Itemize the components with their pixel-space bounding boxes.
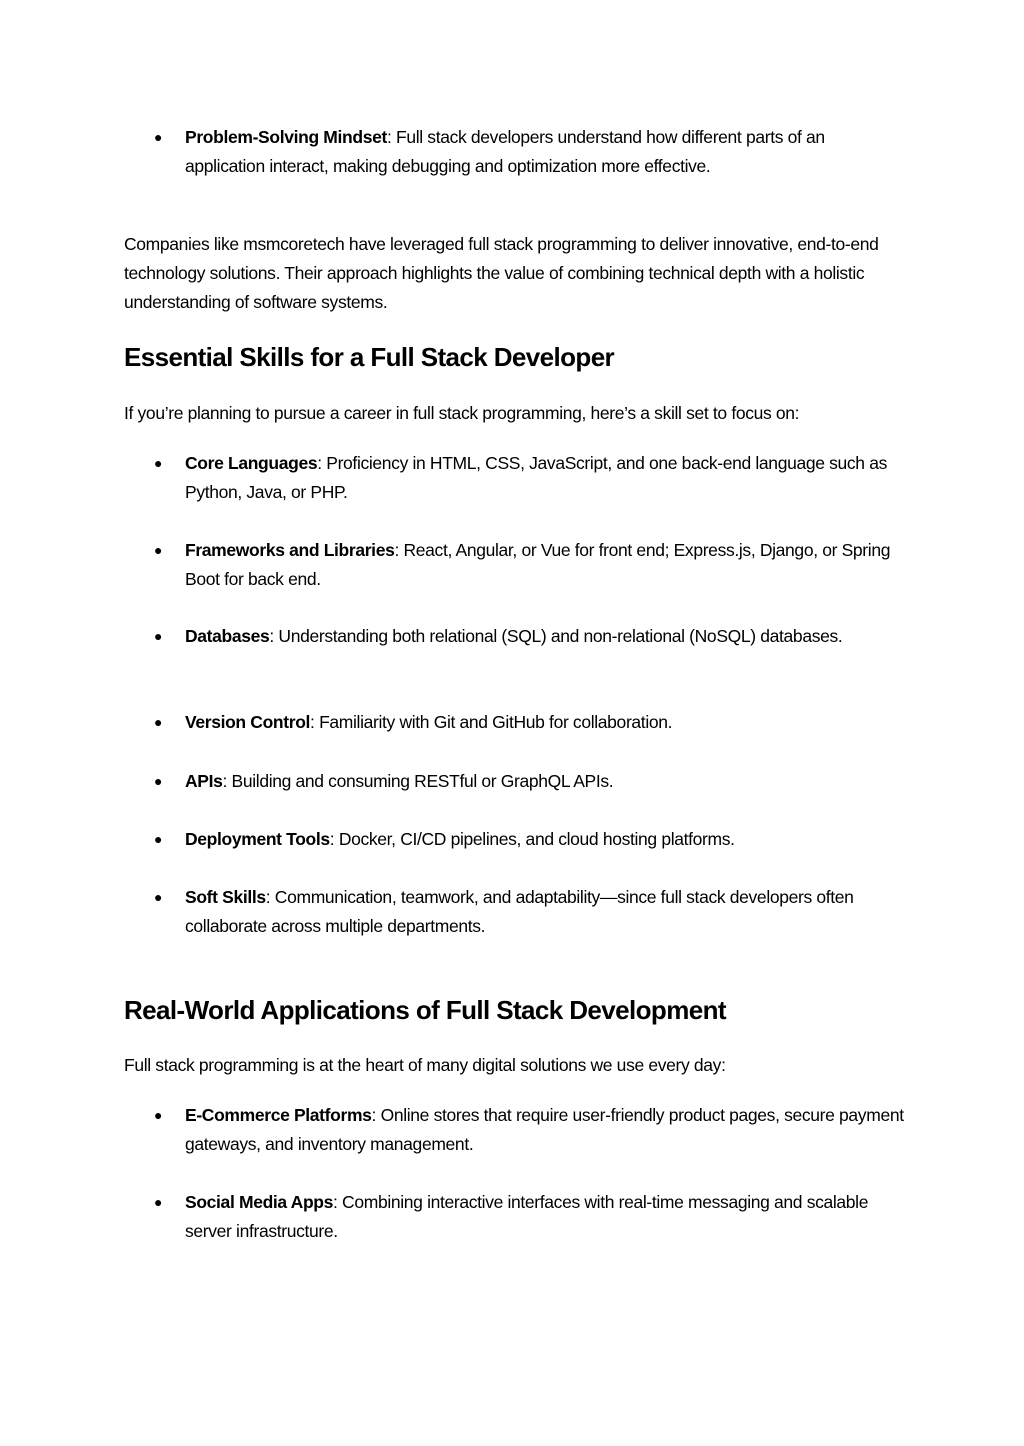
list-item-term: APIs [185,771,223,791]
bullet-icon: ● [154,129,163,145]
bullet-icon: ● [154,1107,163,1123]
list-item-desc: : Proficiency in HTML, CSS, JavaScript, and one back-end language such as Python, Java, or PHP. [185,453,887,502]
bullet-icon: ● [154,889,163,905]
list-item-term: E-Commerce Platforms [185,1105,372,1125]
list-item-term: Deployment Tools [185,829,330,849]
list-item-term: Soft Skills [185,887,266,907]
bullet-icon: ● [154,831,163,847]
list-item-desc: : Online stores that require user-friendly product pages, secure payment gateways, and inventory management. [185,1105,904,1154]
list-item-desc: : Understanding both relational (SQL) and non-relational (NoSQL) databases. [269,626,843,646]
skills-intro: If you’re planning to pursue a career in full stack programming, here’s a skill set to focus on: [124,403,800,423]
list-item [124,767,904,796]
list-item [124,1188,904,1246]
bullet-icon: ● [154,714,163,730]
bullet-icon: ● [154,1194,163,1210]
list-item-term: Frameworks and Libraries [185,540,395,560]
list-item [124,825,904,854]
list-item [124,883,904,941]
list-item-desc: : Building and consuming RESTful or GraphQL APIs. [222,771,614,791]
heading-essential-skills: Essential Skills for a Full Stack Developer [124,342,615,372]
list-item-desc: : Combining interactive interfaces with real-time messaging and scalable server infrastructure. [185,1192,869,1241]
list-item-term: Core Languages [185,453,318,473]
list-item-term: Databases [185,626,270,646]
bullet-icon: ● [154,773,163,789]
list-item-desc: : Familiarity with Git and GitHub for collaboration. [310,712,673,732]
paragraph-companies: Companies like msmcoretech have leveraged full stack programming to deliver innovative, end-to-end technology solutions. Their approach highlights the value of combining technical depth with a holistic understanding of software systems. [124,234,879,312]
list-item-desc: : Full stack developers understand how different parts of an application interact, making debugging and optimization more effective. [185,127,825,176]
list-item-desc: : Communication, teamwork, and adaptability—since full stack developers often collaborate across multiple departments. [185,887,854,936]
list-item [124,449,904,507]
list-item [124,708,904,737]
bullet-icon: ● [154,542,163,558]
list-item-term: Version Control [185,712,311,732]
applications-intro: Full stack programming is at the heart of many digital solutions we use every day: [124,1055,726,1075]
list-item-term: Problem-Solving Mindset [185,127,387,147]
bullet-icon: ● [154,628,163,644]
bullet-icon: ● [154,455,163,471]
list-item-desc: : React, Angular, or Vue for front end; Express.js, Django, or Spring Boot for back end. [185,540,891,589]
heading-real-world-applications: Real-World Applications of Full Stack Development [124,995,726,1025]
list-item [124,536,904,594]
list-item-desc: : Docker, CI/CD pipelines, and cloud hosting platforms. [329,829,735,849]
list-item-term: Social Media Apps [185,1192,334,1212]
list-item [124,1101,904,1159]
list-item [124,123,904,181]
list-item [124,622,904,651]
